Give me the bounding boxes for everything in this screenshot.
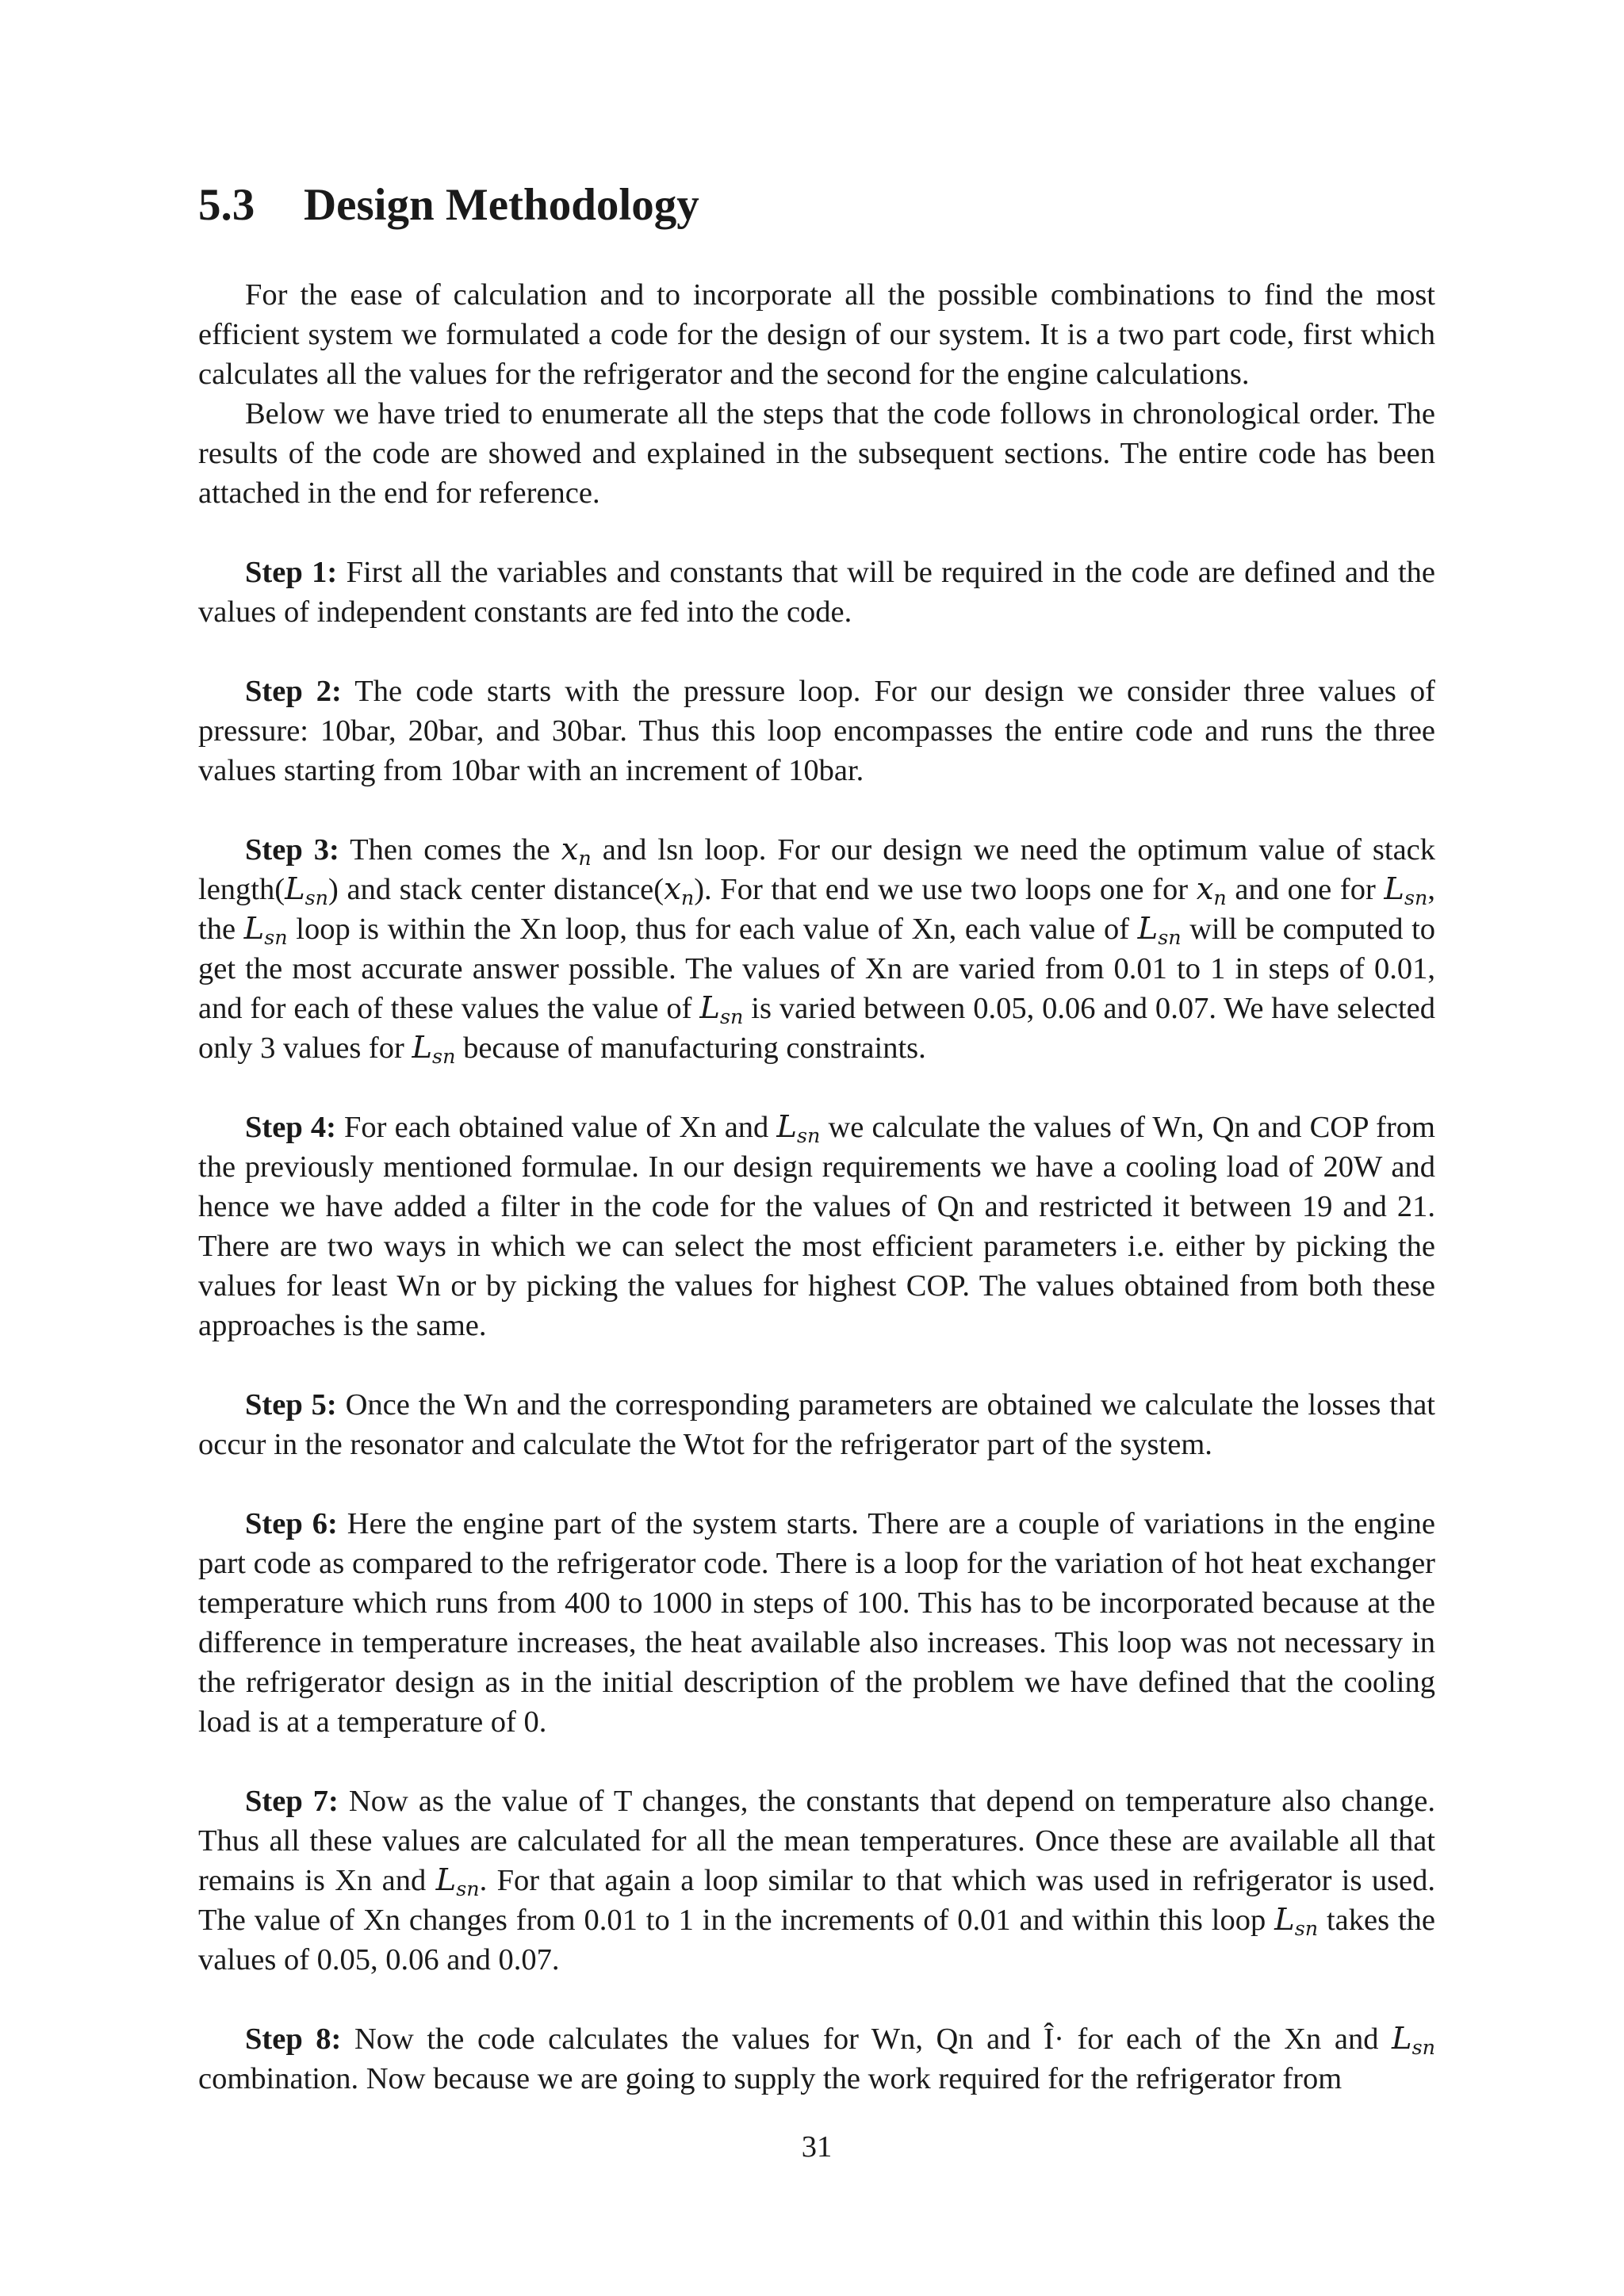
- step-2-label: Step 2:: [245, 675, 342, 708]
- math-lsn: [699, 990, 744, 1029]
- step-7-text: takes the values of 0.05, 0.06 and 0.07.: [198, 1904, 1436, 1976]
- step-4-text: For each obtained value of Xn and: [344, 1111, 769, 1144]
- step-6-paragraph: [198, 1504, 1435, 1742]
- step-3-text: because of manufacturing constraints.: [463, 1031, 926, 1065]
- math-base: L: [1274, 1902, 1295, 1938]
- math-base: L: [412, 1030, 433, 1066]
- step-3-text: ). For that end we use two loops one for: [694, 873, 1189, 906]
- step-4-paragraph: [198, 1108, 1435, 1345]
- math-lsn: [776, 1109, 821, 1148]
- math-base: L: [1384, 871, 1404, 907]
- math-base: L: [1392, 2021, 1412, 2057]
- step-5-text: Once the Wn and the corresponding parameters are obtained we calculate the losses that occur in the resonator and calculate the Wtot for the refrigerator part of the system.: [198, 1388, 1436, 1461]
- step-2-paragraph: [198, 672, 1435, 790]
- math-base: L: [776, 1109, 797, 1145]
- math-lsn: [1274, 1902, 1319, 1941]
- step-3-text: is varied between 0.05, 0.06 and 0.07. We have selected only 3 values for: [198, 992, 1436, 1065]
- step-7-label: Step 7:: [245, 1785, 339, 1818]
- math-base: L: [699, 990, 720, 1026]
- section-heading: [198, 181, 699, 231]
- step-3-label: Step 3:: [245, 833, 339, 867]
- math-subscript: sn: [1158, 925, 1182, 950]
- math-subscript: n: [578, 846, 592, 871]
- math-xn: [1196, 871, 1227, 910]
- math-base: L: [285, 871, 305, 907]
- step-5-label: Step 5:: [245, 1388, 337, 1422]
- math-subscript: sn: [432, 1044, 456, 1069]
- step-4-label: Step 4:: [245, 1111, 336, 1144]
- step-3-paragraph: [198, 830, 1435, 1068]
- step-1-paragraph: [198, 553, 1435, 632]
- step-7-paragraph: [198, 1781, 1435, 1980]
- math-subscript: sn: [264, 925, 288, 950]
- step-3-text: Then comes the: [350, 833, 550, 867]
- math-lsn: [435, 1862, 480, 1901]
- math-lsn: [285, 871, 329, 910]
- math-xn: [664, 871, 695, 910]
- step-7-text: Now as the value of T changes, the constants that depend on temperature also change. Thus all these values are calculated for all the mean temperatures. Once these are available all that remains is Xn and: [198, 1785, 1436, 1897]
- step-2-text: The code starts with the pressure loop. For our design we consider three values of pressure: 10bar, 20bar, and 30bar. Thus this loop encompasses the entire code and runs the three values starting from 10bar with an increment of 10bar.: [198, 675, 1435, 787]
- math-subscript: sn: [304, 886, 329, 910]
- step-4-text: we calculate the values of Wn, Qn and COP from the previously mentioned formulae. In our design requirements we have a cooling load of 20W and hence we have added a filter in the code for the values of Qn and restricted it between 19 and 21. There are two ways in which we can select the most efficient parameters i.e. either by picking the values for least Wn or by picking the values for highest COP. The values obtained from both these approaches is the same.: [198, 1111, 1435, 1342]
- math-lsn: [1392, 2021, 1435, 2060]
- intro-paragraph-2: Below we have tried to enumerate all the steps that the code follows in chronological order. The results of the code are showed and explained in the subsequent sections. The entire code has been attached in the end for reference.: [198, 397, 1435, 510]
- math-subscript: sn: [719, 1004, 744, 1029]
- step-3-text: and lsn loop. For our design we need the optimum value of stack length(: [198, 833, 1436, 906]
- math-base: L: [243, 911, 265, 947]
- step-1-text: First all the variables and constants that will be required in the code are defined and the values of independent constants are fed into the code.: [198, 556, 1436, 629]
- step-8-text: combination. Now because we are going to supply the work required for the refrigerator from: [198, 2062, 1342, 2095]
- step-3-text: ) and stack center distance(: [328, 873, 665, 906]
- step-8-label: Step 8:: [245, 2022, 342, 2056]
- math-subscript: n: [680, 886, 695, 910]
- math-lsn: [412, 1030, 456, 1069]
- section-number: 5.3: [198, 180, 255, 230]
- math-lsn: [1137, 911, 1182, 950]
- step-8-paragraph: [198, 2019, 1435, 2099]
- step-1-label: Step 1:: [245, 556, 338, 589]
- step-5-paragraph: [198, 1385, 1435, 1464]
- math-subscript: sn: [1294, 1916, 1319, 1941]
- step-6-label: Step 6:: [245, 1507, 338, 1540]
- math-lsn: [1384, 871, 1428, 910]
- math-base: x: [561, 832, 579, 867]
- math-base: L: [1137, 911, 1159, 947]
- step-8-text: Now the code calculates the values for Wn, Qn and Î· for each of the Xn and: [354, 2022, 1379, 2056]
- math-subscript: sn: [456, 1877, 480, 1901]
- step-3-text: , the: [198, 873, 1436, 946]
- section-title: Design Methodology: [304, 180, 699, 230]
- page-number: 31: [801, 2130, 833, 2164]
- math-subscript: n: [1213, 886, 1227, 910]
- step-6-text: Here the engine part of the system starts. There are a couple of variations in the engine part code as compared to the refrigerator code. There is a loop for the variation of hot heat exchanger temperature which runs from 400 to 1000 in steps of 100. This has to be incorporated because at the difference in temperature increases, the heat available also increases. This loop was not necessary in the refrigerator design as in the initial description of the problem we have defined that the cooling load is at a temperature of 0.: [198, 1507, 1436, 1739]
- step-3-text: and one for: [1235, 873, 1376, 906]
- math-subscript: sn: [796, 1123, 821, 1148]
- body-text: [198, 275, 1435, 2099]
- step-7-text: . For that again a loop similar to that which was used in refrigerator is used. The value of Xn changes from 0.01 to 1 in the increments of 0.01 and within this loop: [198, 1864, 1436, 1937]
- math-lsn: [243, 911, 288, 950]
- math-subscript: sn: [1404, 886, 1428, 910]
- intro-paragraph-1: For the ease of calculation and to incorporate all the possible combinations to find the most efficient system we formulated a code for the design of our system. It is a two part code, first which calculates all the values for the refrigerator and the second for the engine calculations.: [198, 278, 1435, 391]
- math-base: L: [435, 1862, 457, 1898]
- math-base: x: [1196, 871, 1214, 907]
- step-3-text: loop is within the Xn loop, thus for each value of Xn, each value of: [296, 913, 1130, 946]
- step-3-text: will be computed to get the most accurate answer possible. The values of Xn are varied from 0.01 to 1 in steps of 0.01, and for each of these values the value of: [198, 913, 1436, 1025]
- math-base: x: [664, 871, 681, 907]
- math-subscript: sn: [1411, 2035, 1435, 2060]
- math-xn: [561, 832, 592, 871]
